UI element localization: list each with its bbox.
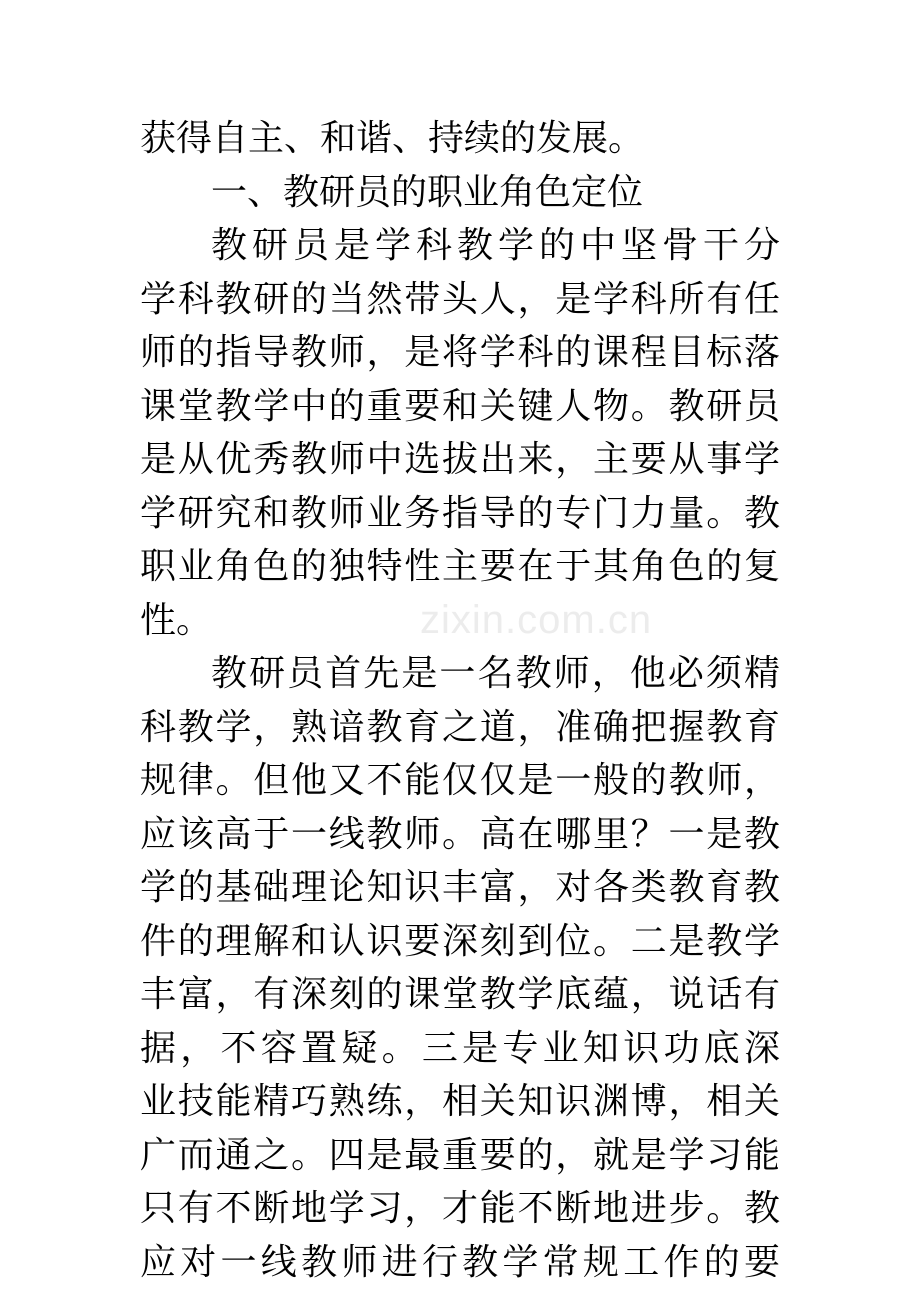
text-line: 学研究和教师业务指导的专门力量。教	[140, 492, 780, 534]
text-line: 职业角色的独特性主要在于其角色的复	[140, 546, 780, 587]
section-heading: 一、教研员的职业角色定位	[211, 171, 644, 213]
text-line: 学科教研的当然带头人，是学科所有任	[140, 278, 780, 320]
text-line: 丰富，有深刻的课堂教学底蕴，说话有	[140, 974, 780, 1015]
text-line: 获得自主、和谐、持续的发展。	[140, 118, 645, 159]
text-line: 是从优秀教师中选拔出来，主要从事学	[140, 439, 780, 480]
text-line: 应该高于一线教师。高在哪里？一是教	[140, 813, 780, 855]
text-line: 规律。但他又不能仅仅是一般的教师，	[140, 760, 780, 801]
document-body	[140, 112, 780, 1289]
text-line: 据，不容置疑。三是专业知识功底深	[140, 1027, 780, 1069]
text-line: 性。	[140, 599, 213, 641]
text-line: 教研员首先是一名教师，他必须精	[211, 653, 780, 694]
text-line: 业技能精巧熟练，相关知识渊博，相关	[140, 1081, 780, 1122]
text-line: 学的基础理论知识丰富，对各类教育教	[140, 867, 780, 908]
text-line: 件的理解和认识要深刻到位。二是教学	[140, 920, 780, 962]
text-line: 应对一线教师进行教学常规工作的要	[140, 1241, 780, 1283]
text-line: 教研员是学科教学的中坚骨干分	[211, 225, 780, 266]
text-line: 科教学，熟谙教育之道，准确把握教育	[140, 706, 780, 748]
text-line: 课堂教学中的重要和关键人物。教研员	[140, 385, 780, 427]
text-line: 只有不断地学习，才能不断地进步。教	[140, 1188, 780, 1229]
watermark: zixin.com.cn	[420, 598, 653, 642]
text-line: 广而通之。四是最重要的，就是学习能	[140, 1134, 780, 1176]
text-line: 师的指导教师，是将学科的课程目标落	[140, 332, 780, 373]
